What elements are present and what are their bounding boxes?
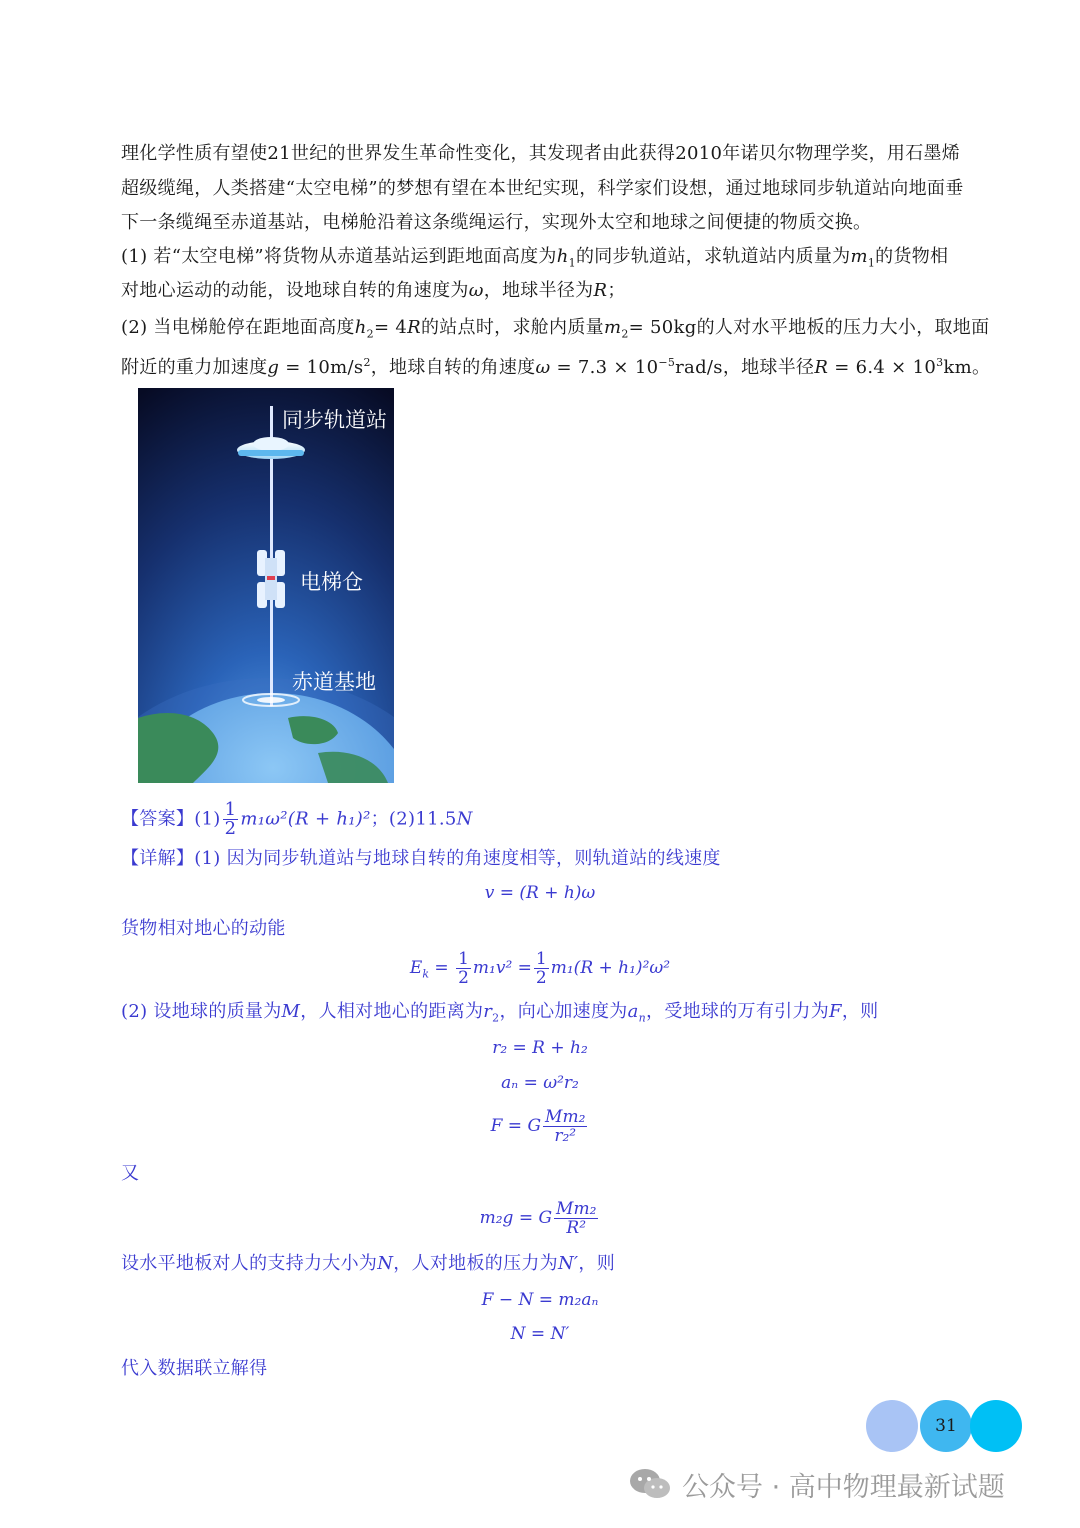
var-omega: ω (468, 280, 484, 301)
var-N: N (377, 1253, 394, 1274)
problem-line-2: 超级缆绳，人类搭建“太空电梯”的梦想有望在本世纪实现，科学家们设想，通过地球同步轨道站向地面垂 (121, 178, 964, 199)
var-m: m (850, 246, 868, 267)
q1-text-2: 的同步轨道站，求轨道站内质量为 (575, 246, 851, 267)
frac-num: 1 (535, 949, 547, 969)
space-elevator-figure (138, 388, 394, 783)
q2-eq: = 4 (373, 317, 408, 338)
question-2-line-1 (121, 316, 989, 347)
eq-r2: r₂ = R + h₂ (492, 1038, 588, 1058)
ek-mid: m₁v² = (472, 958, 532, 978)
var-R: R (593, 280, 608, 301)
var-h: h (556, 246, 569, 267)
s5-text-2: ，人对地板的压力为 (393, 1253, 558, 1274)
ek-rhs: m₁(R + h₁)²ω² (550, 958, 671, 978)
watermark-text: 公众号 · 高中物理最新试题 (682, 1471, 1005, 1503)
watermark (628, 1464, 1005, 1504)
q2-text-6: ，地球半径 (722, 357, 815, 378)
omega-value: = 7.3 × 10 (550, 357, 659, 378)
fraction (543, 1108, 587, 1145)
q2-mass-value: = 50kg (628, 317, 697, 338)
wechat-icon (628, 1466, 672, 1502)
F-lhs: F = G (490, 1116, 542, 1136)
s3-text-5: ，则 (841, 1001, 879, 1022)
var-N-prime: N′ (557, 1253, 579, 1274)
page-circle-left (866, 1400, 918, 1452)
eq-mg (0, 1196, 1080, 1240)
s3-text-2: ，人相对地心的距离为 (300, 1001, 484, 1022)
sub: n (638, 1011, 647, 1025)
var-r: r (483, 1001, 493, 1022)
q1-text-6: ； (607, 280, 626, 301)
base-center (257, 697, 285, 703)
s3-text-3: ，向心加速度为 (499, 1001, 628, 1022)
frac-den: r₂² (554, 1126, 577, 1146)
var-g: g (267, 357, 280, 378)
sub: 2 (621, 327, 629, 341)
answer-line (121, 801, 473, 838)
var-R: R (407, 317, 421, 338)
question-1-line-1 (121, 245, 948, 276)
station-band (238, 450, 304, 456)
frac-num: Mm₂ (556, 1199, 597, 1219)
frac-den: 2 (458, 968, 469, 988)
answer-sep: ；(2) (370, 808, 416, 830)
q1-text: (1) 若“太空电梯”将货物从赤道基站运到距地面高度为 (121, 246, 557, 267)
sub: 1 (568, 256, 576, 270)
page-number: 31 (935, 1416, 957, 1436)
page-circle-right (970, 1400, 1022, 1452)
solution-line-2: 货物相对地心的动能 (121, 918, 286, 939)
sub: k (422, 967, 430, 981)
var-a: a (627, 1001, 639, 1022)
station-dome (253, 437, 289, 451)
solution-line-3 (121, 1000, 878, 1031)
q2-text: (2) 当电梯舱停在距地面高度 (121, 317, 355, 338)
question-1-line-2 (121, 279, 626, 303)
solution-line-6: 代入数据联立解得 (121, 1358, 268, 1379)
eq-an: aₙ = ω²r₂ (501, 1073, 579, 1093)
problem-line-3: 下一条缆绳至赤道基站，电梯舱沿着这条缆绳运行，实现外太空和地球之间便捷的物质交换。 (121, 212, 872, 233)
var-omega: ω (535, 357, 551, 378)
sub: 2 (492, 1011, 500, 1025)
frac-den: 2 (535, 968, 547, 988)
mg-lhs: m₂g = G (479, 1208, 553, 1228)
frac-den: R² (566, 1218, 587, 1238)
label-cabin: 电梯仓 (300, 570, 363, 594)
q2-text-5: ，地球自转的角速度 (370, 357, 536, 378)
s3-text: (2) 设地球的质量为 (121, 1001, 282, 1022)
answer-unit: N (456, 808, 473, 830)
frac-num: Mm₂ (545, 1107, 586, 1127)
frac-den: 2 (224, 818, 237, 839)
answer-part1: (1) (194, 808, 221, 830)
sup: −5 (658, 356, 676, 369)
s5-text-3: ，则 (578, 1253, 616, 1274)
eq-NN: N = N′ (510, 1324, 570, 1344)
answer-tag: 【答案】 (121, 808, 195, 830)
solution-line-1 (121, 847, 721, 871)
omega-unit: rad/s (675, 357, 723, 378)
q1-text-3: 的货物相 (875, 246, 949, 267)
q1-text-4: 对地心运动的动能，设地球自转的角速度为 (121, 280, 469, 301)
eq-gravity (0, 1104, 1080, 1148)
eq-velocity: v = (R + h)ω (484, 883, 596, 903)
sub: 2 (366, 327, 374, 341)
fraction (456, 950, 471, 987)
g-value: = 10m/s (279, 357, 364, 378)
var-m: m (603, 317, 622, 338)
var-M: M (281, 1001, 301, 1022)
q2-text-3: 的人对水平地板的压力大小，取地面 (696, 317, 990, 338)
R-value: = 6.4 × 10 (828, 357, 937, 378)
q2-text-2: 的站点时，求舱内质量 (420, 317, 604, 338)
solution-tag: 【详解】 (121, 848, 195, 869)
var-h: h (354, 317, 367, 338)
solution-s1: (1) 因为同步轨道站与地球自转的角速度相等，则轨道站的线速度 (194, 848, 721, 869)
question-2-line-2 (121, 351, 990, 380)
fraction (534, 950, 549, 987)
frac-num: 1 (458, 949, 469, 969)
fraction (554, 1200, 598, 1237)
answer-part2: 11.5 (415, 808, 457, 830)
ek-lhs: E (409, 958, 423, 978)
q2-text-4: 附近的重力加速度 (121, 357, 268, 378)
var-F: F (829, 1001, 842, 1022)
sup: 3 (936, 356, 944, 369)
solution-line-5 (121, 1252, 615, 1276)
var-R: R (814, 357, 829, 378)
label-station: 同步轨道站 (282, 408, 387, 432)
s5-text: 设水平地板对人的支持力大小为 (121, 1253, 378, 1274)
fraction (223, 801, 239, 838)
s3-text-4: ，受地球的万有引力为 (646, 1001, 830, 1022)
eq-kinetic-energy: $E_k$ = $\frac{1}{2}$ m₁v² = $\frac{1}{2}$ m₁(R + h₁)²ω² (409, 949, 671, 988)
problem-line-1: 理化学性质有望使21世纪的世界发生革命性变化，其发现者由此获得2010年诺贝尔物理学奖，用石墨烯 (121, 143, 961, 164)
answer-expr1: m₁ω²(R + h₁)² (240, 808, 371, 830)
frac-num: 1 (224, 799, 237, 820)
q1-text-5: ，地球半径为 (483, 280, 594, 301)
label-base: 赤道基地 (292, 670, 376, 694)
sup: 2 (363, 356, 371, 369)
solution-line-4: 又 (121, 1163, 140, 1184)
eq-FN: F − N = m₂aₙ (481, 1290, 599, 1310)
R-unit: km。 (943, 357, 991, 378)
sub: 1 (867, 256, 876, 270)
